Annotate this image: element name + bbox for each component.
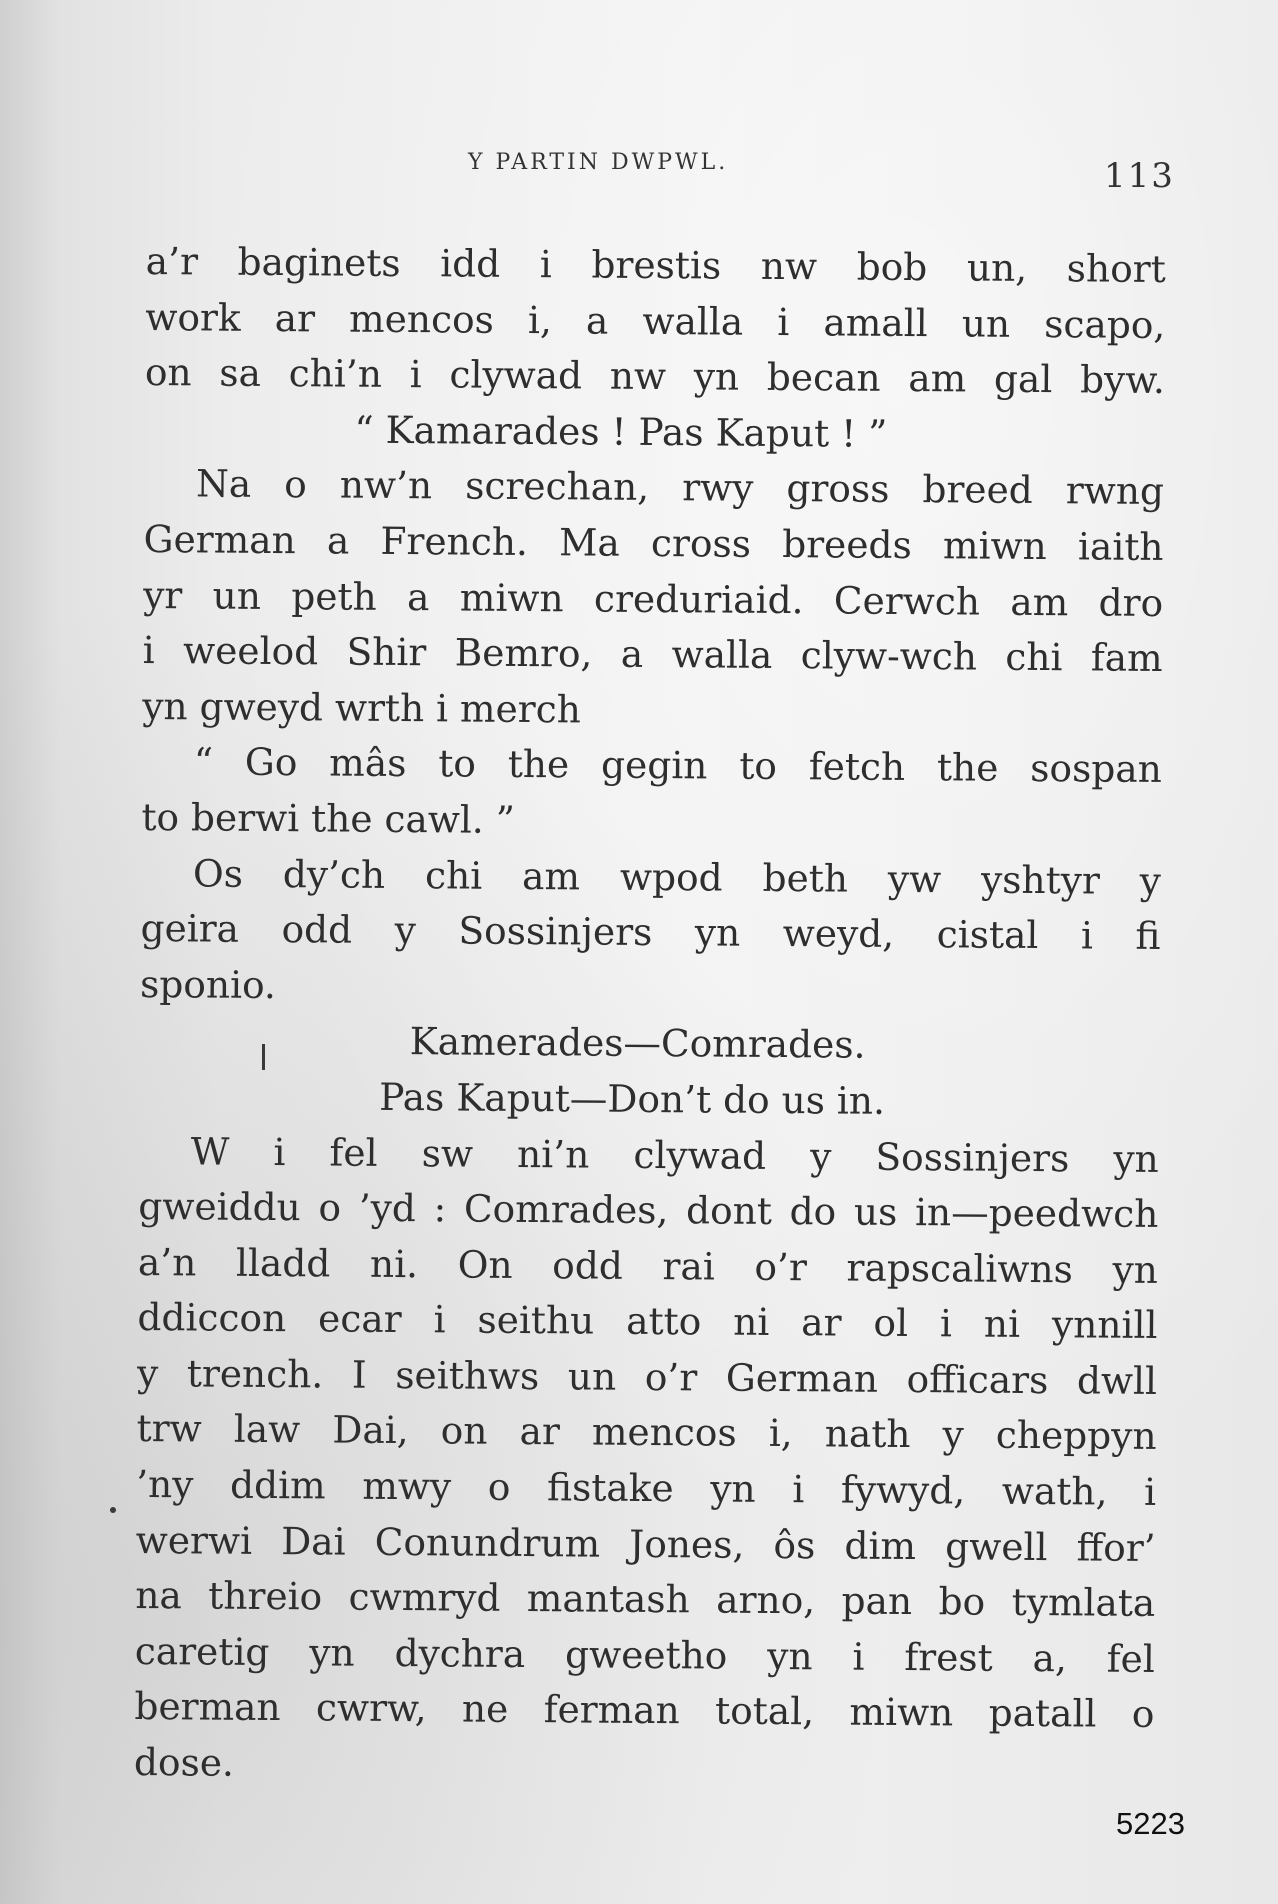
body-text: [134, 234, 1166, 1799]
text-line: work ar mencos i, a walla i amall un scapo,: [145, 294, 1166, 347]
text-line: “ Go mâs to the gegin to fetch the sospan: [193, 739, 1162, 792]
margin-dot: [110, 1507, 116, 1513]
text-line: geira odd y Sossinjers yn weyd, cistal i fi: [140, 906, 1161, 959]
text-line: “ Kamarades ! Pas Kaput ! ”: [354, 407, 888, 456]
text-line: W i fel sw ni’n clywad y Sossinjers yn: [190, 1128, 1159, 1181]
text-line: ’ny ddim mwy o fistake yn i fywyd, wath, i: [136, 1462, 1157, 1515]
text-line: a’n lladd ni. On odd rai o’r rapscaliwns yn: [137, 1239, 1159, 1292]
text-line: Kamerades—Comrades.: [409, 1019, 866, 1067]
text-line: caretig yn dychra gweetho yn i frest a, fel: [134, 1628, 1156, 1681]
text-line: werwi Dai Conundrum Jones, ôs dim gwell ffor’: [135, 1517, 1156, 1570]
text-line: trw law Dai, on ar mencos i, nath y cheppyn: [136, 1406, 1157, 1459]
text-line: a’r baginets idd i brestis nw bob un, short: [145, 238, 1166, 292]
text-line: sponio.: [139, 961, 277, 1007]
text-line: ddiccon ecar i seithu atto ni ar ol i ni ynnill: [137, 1295, 1158, 1348]
text-line: yr un peth a miwn creduriaid. Cerwch am dro: [142, 572, 1164, 625]
page-number: 113: [1104, 156, 1175, 196]
catalog-number: 5223: [1116, 1806, 1185, 1841]
stray-pencil-mark: [262, 1044, 265, 1070]
text-line: German a French. Ma cross breeds miwn iaith: [143, 516, 1164, 569]
text-line: dose.: [133, 1739, 235, 1785]
text-line: gweiddu o ’yd : Comrades, dont do us in—peedwch: [138, 1184, 1159, 1237]
text-line: i weelod Shir Bemro, a walla clyw-wch chi fam: [142, 628, 1163, 681]
text-line: na threio cwmryd mantash arno, pan bo tymlata: [135, 1573, 1156, 1626]
text-line: Os dy’ch chi am wpod beth yw yshtyr y: [192, 850, 1162, 903]
text-line: y trench. I seithws un o’r German officars dwll: [136, 1350, 1158, 1403]
running-head: Y PARTIN DWPWL.: [468, 150, 729, 175]
text-line: on sa chi’n i clywad nw yn becan am gal byw.: [144, 350, 1166, 403]
text-line: Pas Kaput—Don’t do us in.: [379, 1074, 886, 1123]
text-line: yn gweyd wrth i merch: [142, 683, 582, 732]
text-line: Na o nw’n screchan, rwy gross breed rwng: [195, 461, 1165, 514]
text-line: berman cwrw, ne ferman total, miwn patall o: [134, 1684, 1155, 1737]
text-line: to berwi the cawl. ”: [141, 794, 516, 842]
